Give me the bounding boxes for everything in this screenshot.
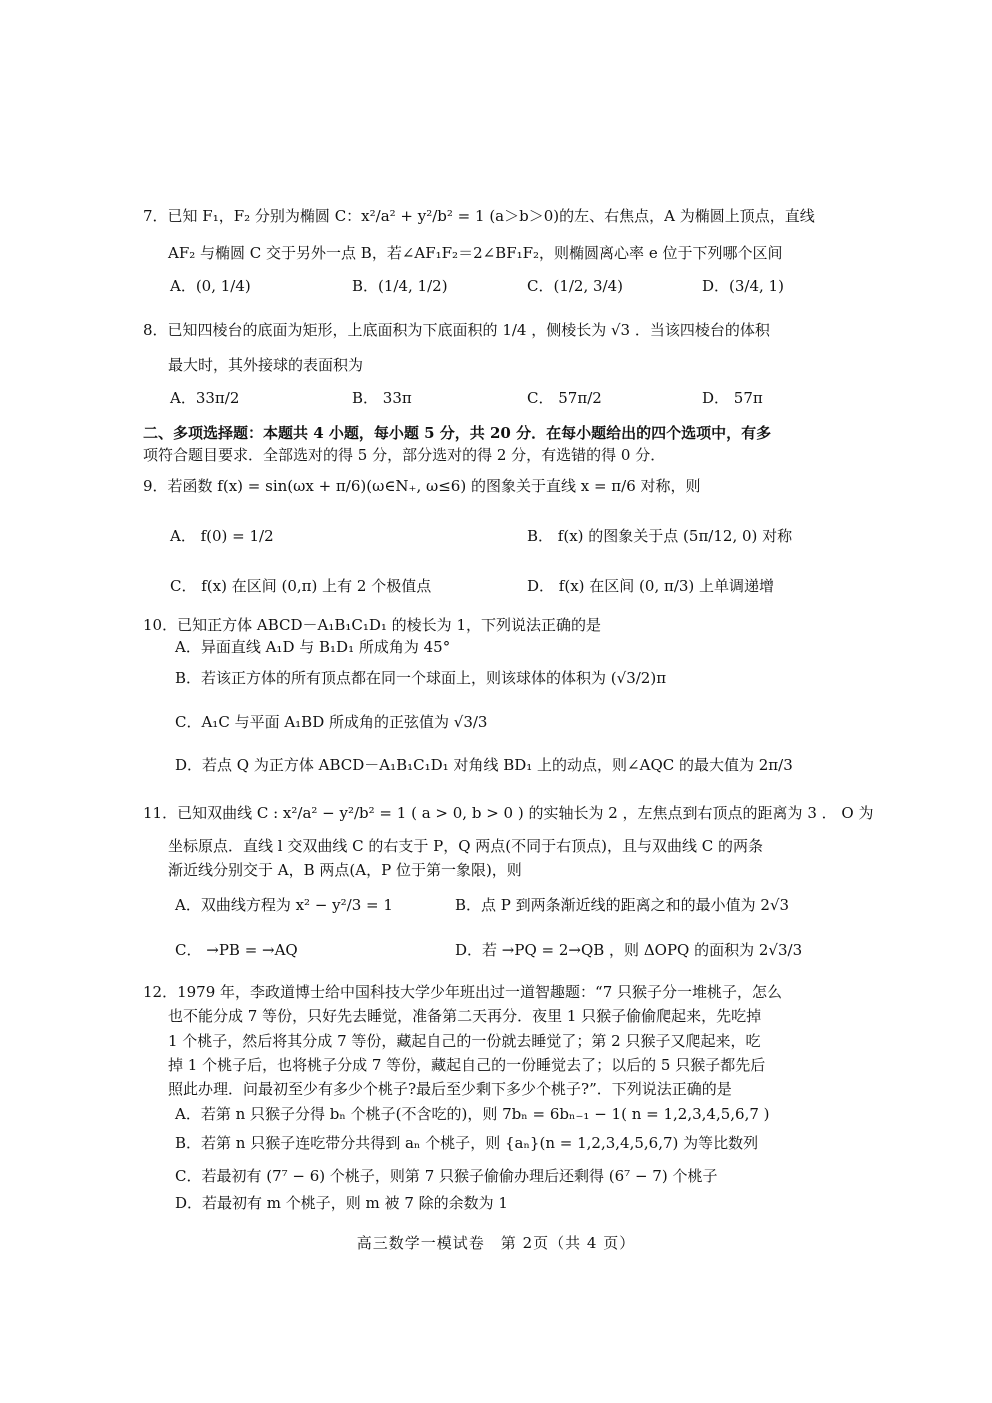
q7-line1: 7．已知 F₁，F₂ 分别为椭圆 C：x²/a² + y²/b² = 1 (a＞b＞0)的左、右焦点，A 为椭圆上顶点，直线: [143, 207, 815, 225]
q10-line1: 10．已知正方体 ABCD－A₁B₁C₁D₁ 的棱长为 1，下列说法正确的是: [143, 616, 601, 634]
q12-line4: 掉 1 个桃子后，也将桃子分成 7 等份，藏起自己的一份睡觉去了；以后的 5 只猴子都先后: [168, 1056, 766, 1074]
q12-option-c: C．若最初有 (7⁷ − 6) 个桃子，则第 7 只猴子偷偷办理后还剩得 (6⁷ − 7) 个桃子: [175, 1167, 718, 1185]
q11-option-a: A．双曲线方程为 x² − y²/3 = 1: [175, 896, 393, 914]
q7-option-a: A．(0, 1/4): [170, 277, 251, 295]
q9-option-d: D． f(x) 在区间 (0, π/3) 上单调递增: [527, 577, 775, 595]
q8-option-d: D． 57π: [702, 389, 763, 407]
q7-option-d: D．(3/4, 1): [702, 277, 784, 295]
q10-option-b: B．若该正方体的所有顶点都在同一个球面上，则该球体的体积为 (√3/2)π: [175, 669, 667, 687]
q9-option-b: B． f(x) 的图象关于点 (5π/12, 0) 对称: [527, 527, 793, 545]
q12-option-a: A．若第 n 只猴子分得 bₙ 个桃子(不含吃的)，则 7bₙ = 6bₙ₋₁ − 1( n = 1,2,3,4,5,6,7 ): [175, 1105, 770, 1123]
q8-option-a: A．33π/2: [170, 389, 240, 407]
q7-option-c: C．(1/2, 3/4): [527, 277, 623, 295]
q9-option-c: C． f(x) 在区间 (0,π) 上有 2 个极值点: [170, 577, 432, 595]
q11-line1: 11．已知双曲线 C : x²/a² − y²/b² = 1 ( a > 0, b > 0 ) 的实轴长为 2 ，左焦点到右顶点的距离为 3 ． O 为: [143, 804, 874, 822]
section2-line1: 二、多项选择题：本题共 4 小题，每小题 5 分，共 20 分．在每小题给出的四个选项中，有多: [143, 424, 772, 442]
section2-line2: 项符合题目要求．全部选对的得 5 分，部分选对的得 2 分，有选错的得 0 分．: [143, 446, 666, 464]
q11-option-b: B．点 P 到两条渐近线的距离之和的最小值为 2√3: [455, 896, 790, 914]
q12-option-b: B．若第 n 只猴子连吃带分共得到 aₙ 个桃子，则 {aₙ}(n = 1,2,3,4,5,6,7) 为等比数列: [175, 1134, 759, 1152]
q12-line3: 1 个桃子，然后将其分成 7 等份，藏起自己的一份就去睡觉了；第 2 只猴子又爬起来，吃: [168, 1032, 761, 1050]
q12-line5: 照此办理．问最初至少有多少个桃子?最后至少剩下多少个桃子?”．下列说法正确的是: [168, 1080, 732, 1098]
q7-line2: AF₂ 与椭圆 C 交于另外一点 B，若∠AF₁F₂＝2∠BF₁F₂，则椭圆离心率 e 位于下列哪个区间: [168, 244, 783, 262]
q8-line2: 最大时，其外接球的表面积为: [168, 356, 364, 374]
q8-option-c: C． 57π/2: [527, 389, 602, 407]
q8-line1: 8．已知四棱台的底面为矩形，上底面积为下底面积的 1/4 ，侧棱长为 √3 ．当该四棱台的体积: [143, 321, 770, 339]
q11-line2: 坐标原点．直线 l 交双曲线 C 的右支于 P，Q 两点(不同于右顶点)，且与双曲线 C 的两条: [168, 837, 763, 855]
q12-line1: 12．1979 年，李政道博士给中国科技大学少年班出过一道智趣题：“7 只猴子分一堆桃子，怎么: [143, 983, 783, 1001]
q9-option-a: A． f(0) = 1/2: [170, 527, 274, 545]
q11-option-c: C． →PB = →AQ: [175, 941, 298, 959]
q10-option-c: C．A₁C 与平面 A₁BD 所成角的正弦值为 √3/3: [175, 713, 488, 731]
q9-line1: 9．若函数 f(x) = sin(ωx + π/6)(ω∈N₊, ω≤6) 的图象关于直线 x = π/6 对称，则: [143, 477, 701, 495]
q11-line3: 渐近线分别交于 A，B 两点(A，P 位于第一象限)，则: [168, 861, 522, 879]
q12-line2: 也不能分成 7 等份，只好先去睡觉，准备第二天再分．夜里 1 只猴子偷偷爬起来，先吃掉: [168, 1007, 762, 1025]
q7-option-b: B．(1/4, 1/2): [352, 277, 448, 295]
q10-option-d: D．若点 Q 为正方体 ABCD－A₁B₁C₁D₁ 对角线 BD₁ 上的动点，则∠AQC 的最大值为 2π/3: [175, 756, 793, 774]
q8-option-b: B． 33π: [352, 389, 412, 407]
page-footer: 高三数学一模试卷 第 2页（共 4 页）: [356, 1234, 636, 1252]
q12-option-d: D．若最初有 m 个桃子，则 m 被 7 除的余数为 1: [175, 1194, 508, 1212]
q10-option-a: A．异面直线 A₁D 与 B₁D₁ 所成角为 45°: [175, 638, 451, 656]
q11-option-d: D．若 →PQ = 2→QB ，则 ΔOPQ 的面积为 2√3/3: [455, 941, 803, 959]
